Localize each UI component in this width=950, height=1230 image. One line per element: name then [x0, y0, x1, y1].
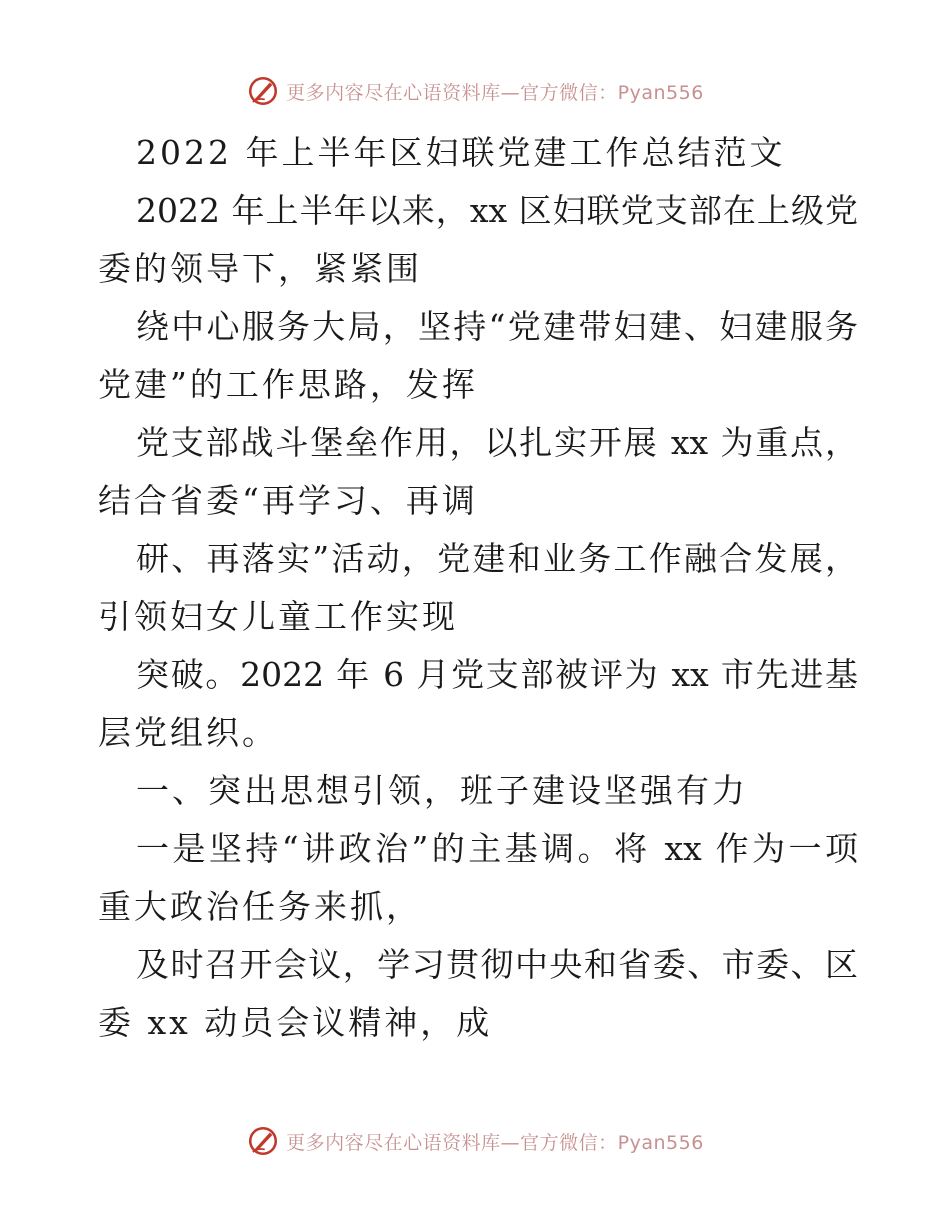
header-watermark [0, 71, 950, 111]
watermark-text: 更多内容尽在心语资料库—官方微信：Pyan556 [286, 1131, 704, 1154]
paragraph-line: 党支部战斗堡垒作用，以扎实开展 xx 为重点， [136, 423, 858, 462]
paragraph-line: 结合省委“再学习、再调 [98, 481, 478, 520]
paragraph-line: 重大政治任务来抓， [98, 887, 422, 926]
document-title: 2022 年上半年区妇联党建工作总结范文 [136, 133, 786, 172]
paragraph-line: 2022 年上半年以来，xx 区妇联党支部在上级党 [136, 191, 858, 230]
quill-seal-icon [246, 74, 280, 108]
paragraph-line: 研、再落实”活动，党建和业务工作融合发展， [136, 539, 858, 578]
watermark-text: 更多内容尽在心语资料库—官方微信：Pyan556 [286, 81, 704, 104]
paragraph-line: 层党组织。 [98, 713, 278, 752]
paragraph-line: 绕中心服务大局，坚持“党建带妇建、妇建服务 [136, 307, 858, 346]
paragraph-line: 一是坚持“讲政治”的主基调。将 xx 作为一项 [136, 829, 858, 868]
paragraph-line: 委的领导下，紧紧围 [98, 249, 422, 288]
paragraph-line: 引领妇女儿童工作实现 [98, 597, 458, 636]
footer-watermark [0, 1121, 950, 1161]
section-heading: 一、突出思想引领，班子建设坚强有力 [136, 771, 748, 810]
paragraph-line: 委 xx 动员会议精神，成 [98, 1003, 493, 1042]
quill-seal-icon [246, 1124, 280, 1158]
paragraph-line: 及时召开会议，学习贯彻中央和省委、市委、区 [136, 945, 858, 984]
paragraph-line: 突破。2022 年 6 月党支部被评为 xx 市先进基 [136, 655, 858, 694]
document-body [98, 124, 858, 1052]
paragraph-line: 党建”的工作思路，发挥 [98, 365, 478, 404]
